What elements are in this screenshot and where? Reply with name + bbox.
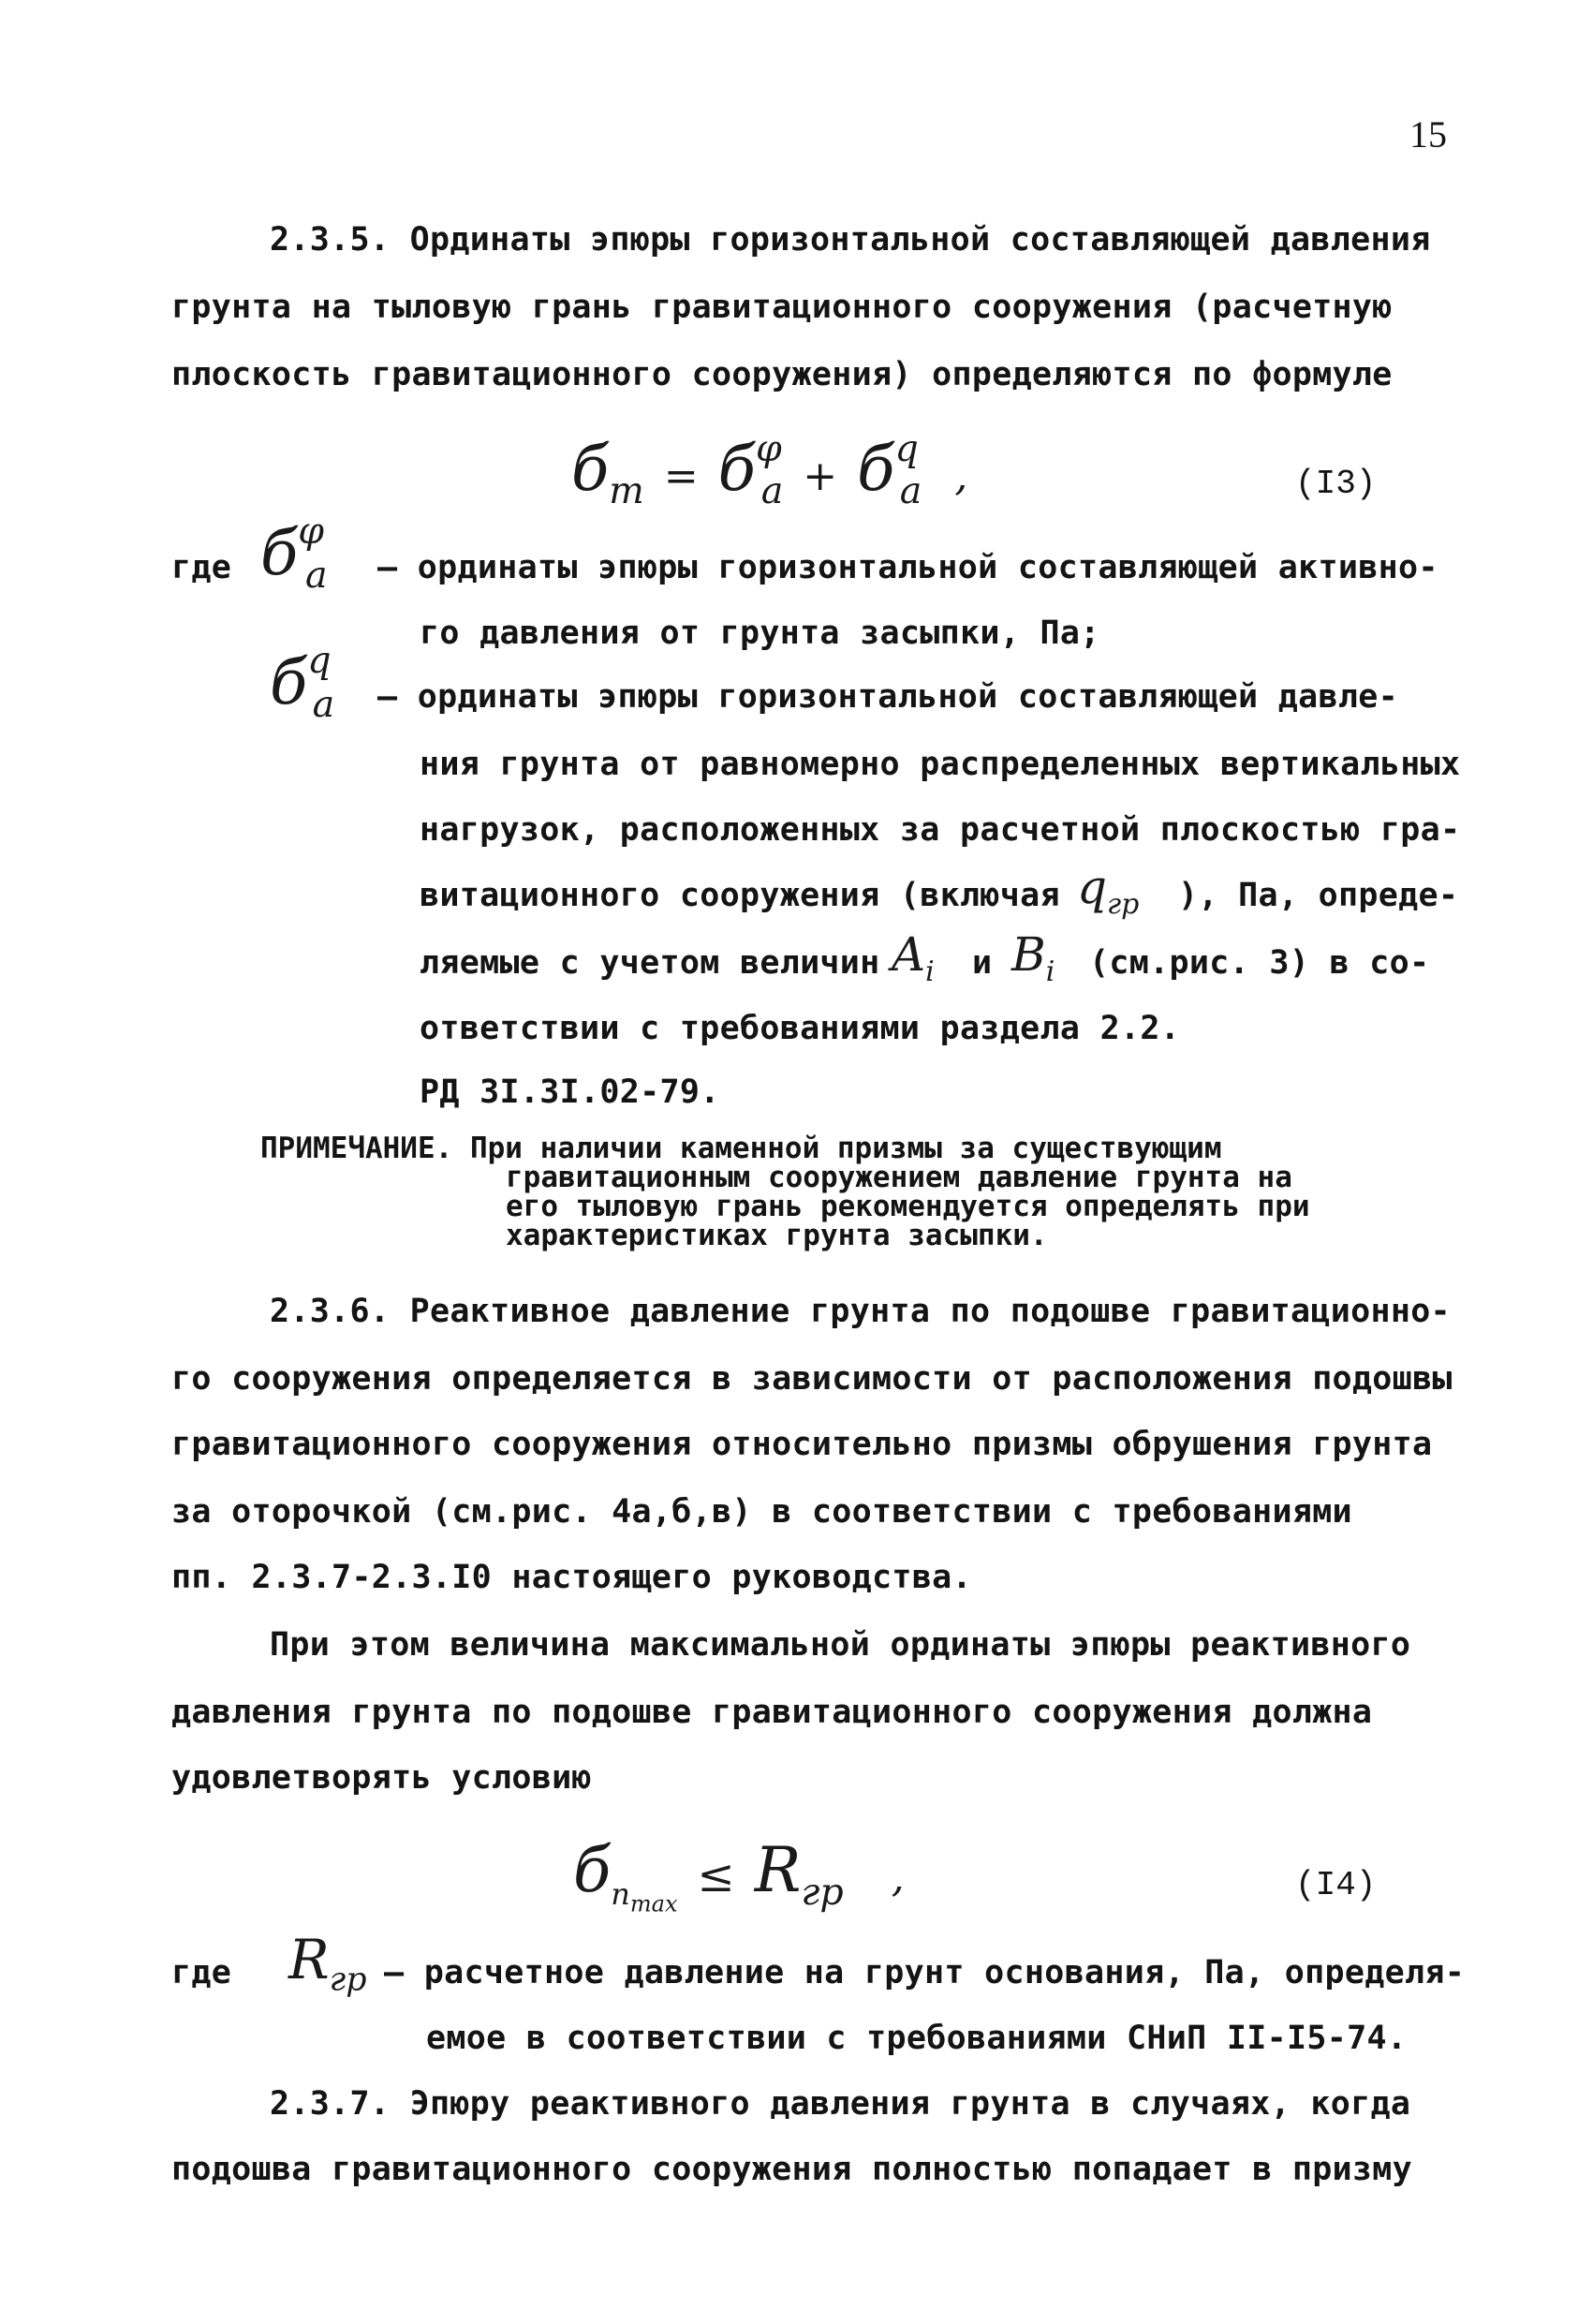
para-2-3-5-line-2: грунта на тыловую грань гравитационного сооружения (расчетную <box>171 289 1393 326</box>
def2-line-6: ответствии с требованиями раздела 2.2. <box>420 1010 1181 1047</box>
def3-where: где <box>171 1954 232 1991</box>
def2-b: B <box>1011 927 1046 982</box>
para-2-3-6-line-2: го сооружения определяется в зависимости от расположения подошвы <box>171 1360 1453 1398</box>
def3-sub: гр <box>329 1961 367 1999</box>
note-line-1: ПРИМЕЧАНИЕ. При наличии каменной призмы за существующим <box>260 1132 1222 1165</box>
formula-13-term1: б <box>717 433 756 505</box>
def2-a-symbol <box>892 927 935 988</box>
formula-14 <box>573 1834 905 1917</box>
para-2-3-6-line-1: 2.3.6. Реактивное давление грунта по подошве гравитационно- <box>270 1293 1451 1330</box>
formula-13 <box>571 427 968 513</box>
para-2-3-6-line-3: гравитационного сооружения относительно призмы обрушения грунта <box>171 1426 1433 1463</box>
def2-a-sub: i <box>925 955 935 988</box>
formula-13-term1-sup: φ <box>755 427 782 470</box>
para-max-line-2: давления грунта по подошве гравитационного сооружения должна <box>171 1694 1373 1731</box>
def2-line-5b: и <box>972 944 993 982</box>
note-line-4: характеристиках грунта засыпки. <box>506 1219 1048 1252</box>
para-2-3-5-line-3: плоскость гравитационного сооружения) определяются по формуле <box>171 356 1393 393</box>
def3-line-1: – расчетное давление на грунт основания, Па, определя- <box>384 1954 1466 1991</box>
formula-14-left-subsub: max <box>629 1890 678 1917</box>
def1-line-1: – ординаты эпюры горизонтальной составляющей активно- <box>377 549 1438 586</box>
def2-line-7: РД 3I.3I.02-79. <box>420 1073 720 1111</box>
def1-sup: φ <box>298 510 325 553</box>
formula-14-comma: , <box>891 1854 905 1902</box>
def1-line-2: го давления от грунта засыпки, Па; <box>420 614 1100 652</box>
def2-b-sub: i <box>1045 955 1055 988</box>
formula-13-term1-sub: a <box>760 469 784 513</box>
def2-sub: a <box>312 683 335 727</box>
def2-symbol <box>270 639 335 727</box>
def2-sym: б <box>270 646 308 718</box>
def2-line-4a: витационного сооружения (включая <box>420 877 1060 914</box>
note-line-3: его тыловую грань рекомендуется определять при <box>506 1190 1310 1223</box>
def2-line-5a: ляемые с учетом величин <box>420 944 880 982</box>
formula-13-term2-sub: a <box>899 469 922 513</box>
formula-13-term2: б <box>857 433 895 505</box>
def3-line-2: емое в соответствии с требованиями СНиП II-I5-74. <box>426 2020 1408 2057</box>
para-max-line-3: удовлетворять условию <box>171 1759 592 1797</box>
formula-13-plus: + <box>803 452 838 500</box>
def3-symbol <box>288 1928 367 1999</box>
para-2-3-7-line-2: подошва гравитационного сооружения полностью попадает в призму <box>171 2151 1413 2188</box>
def2-q: q <box>1077 860 1108 914</box>
formula-13-term2-sup: q <box>894 427 919 470</box>
formula-13-left-sub: т <box>609 469 644 513</box>
formula-13-left: б <box>571 433 610 505</box>
def2-q-symbol <box>1077 860 1139 921</box>
formula-14-right: R <box>754 1834 802 1906</box>
def1-symbol <box>260 510 328 598</box>
note-line-2: гравитационным сооружением давление грунта на <box>506 1161 1292 1194</box>
where-word: где <box>171 549 232 586</box>
formula-13-comma: , <box>954 452 968 500</box>
para-2-3-5-line-1: 2.3.5. Ординаты эпюры горизонтальной составляющей давления <box>270 221 1431 259</box>
def1-sub: a <box>305 554 328 598</box>
def2-line-5c: (см.рис. 3) в со- <box>1089 944 1430 982</box>
para-max-line-1: При этом величина максимальной ординаты эпюры реактивного <box>270 1626 1411 1664</box>
def2-line-2: ния грунта от равномерно распределенных вертикальных <box>420 746 1461 783</box>
def2-line-4b: ), Па, опреде- <box>1178 877 1459 914</box>
def2-a: A <box>892 927 926 982</box>
def2-b-symbol <box>1011 927 1055 988</box>
def2-sup: q <box>307 639 332 682</box>
def2-q-sub: гр <box>1107 888 1140 921</box>
formula-14-right-sub: гр <box>801 1871 844 1915</box>
formula-13-eq: = <box>663 452 699 500</box>
page-number: 15 <box>1409 113 1447 155</box>
formula-14-left: б <box>573 1834 612 1906</box>
para-2-3-6-line-5: пп. 2.3.7-2.3.I0 настоящего руководства. <box>171 1559 972 1596</box>
formula-14-number: (I4) <box>1295 1866 1377 1904</box>
para-2-3-6-line-4: за оторочкой (см.рис. 4а,б,в) в соответствии с требованиями <box>171 1493 1352 1531</box>
formula-13-number: (I3) <box>1295 465 1377 503</box>
formula-14-left-sub: n <box>611 1876 630 1913</box>
formula-14-le: ≤ <box>697 1850 735 1902</box>
def1-sym: б <box>260 517 299 589</box>
def3-sym: R <box>288 1928 330 1991</box>
def2-line-1: – ординаты эпюры горизонтальной составляющей давле- <box>377 678 1398 716</box>
def2-line-3: нагрузок, расположенных за расчетной плоскостью гра- <box>420 811 1461 849</box>
para-2-3-7-line-1: 2.3.7. Эпюру реактивного давления грунта в случаях, когда <box>270 2085 1411 2123</box>
